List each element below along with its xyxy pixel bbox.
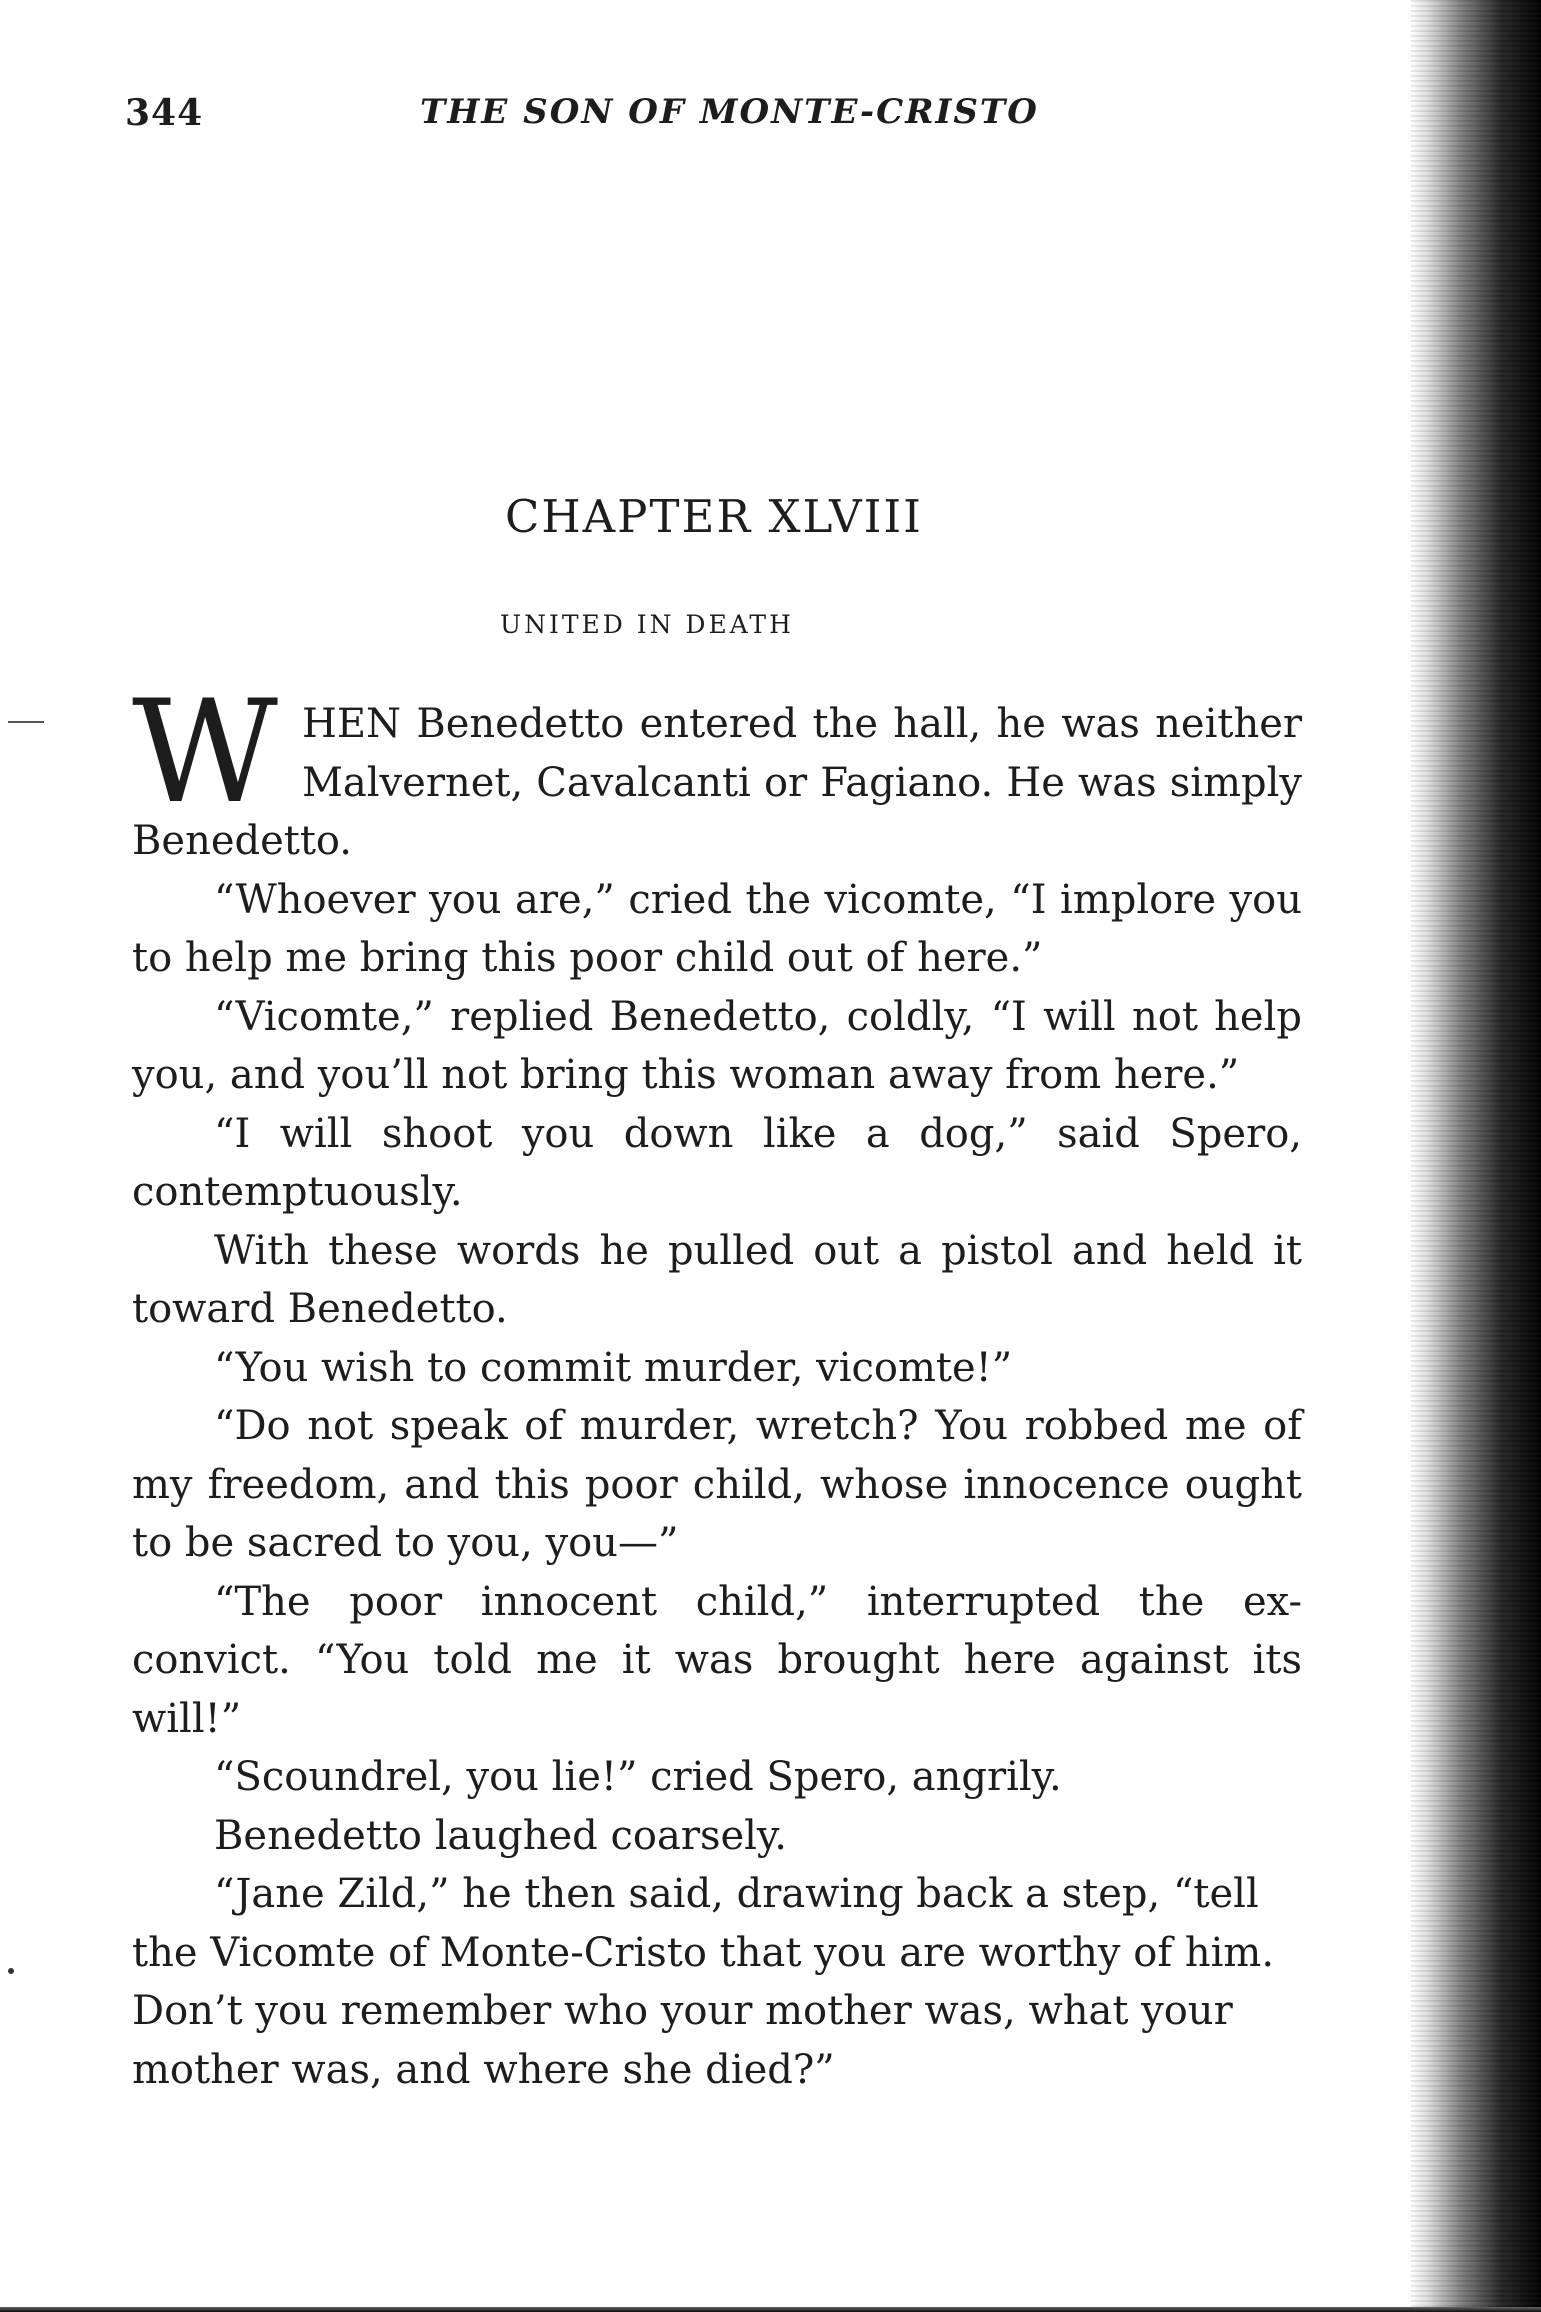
chapter-text xyxy=(132,670,1302,2099)
chapter-subtitle: UNITED IN DEATH xyxy=(500,610,794,639)
paragraph: “I will shoot you down like a dog,” said Spero, contemptuously. xyxy=(132,1110,1302,1215)
running-head: THE SON OF MONTE-CRISTO xyxy=(420,92,1039,132)
margin-dot xyxy=(8,1968,14,1974)
paragraph: “Whoever you are,” cried the vicomte, “I implore you to help me bring this poor child out of here.” xyxy=(132,876,1302,981)
paragraph: Benedetto laughed coarsely. xyxy=(214,1812,787,1859)
chapter-title: CHAPTER XLVIII xyxy=(505,490,923,543)
binding-shadow xyxy=(1411,0,1541,2312)
paragraph: “The poor innocent child,” interrupted the ex-convict. “You told me it was brought here against its will!” xyxy=(132,1578,1302,1742)
paragraph: “Scoundrel, you lie!” cried Spero, angrily. xyxy=(214,1754,1062,1800)
paragraph: With these words he pulled out a pistol and held it toward Benedetto. xyxy=(132,1227,1302,1332)
page-number: 344 xyxy=(125,92,204,134)
paragraph: “You wish to commit murder, vicomte!” xyxy=(214,1344,1013,1391)
bottom-rule xyxy=(0,2307,1541,2312)
paragraph: “Vicomte,” replied Benedetto, coldly, “I will not help you, and you’ll not bring this woman away from here.” xyxy=(132,993,1302,1098)
drop-cap: W xyxy=(132,670,278,835)
paragraph: “Jane Zild,” he then said, drawing back a step, “tell the Vicomte of Monte-Cristo that you are worthy of him. Don’t you remember who your mother was, what your mother was, and where she died?” xyxy=(132,1871,1275,2093)
paragraph: “Do not speak of murder, wretch? You robbed me of my freedom, and this poor child, whose innocence ought to be sacred to you, you—” xyxy=(132,1403,1302,1566)
paragraph-text: HEN Benedetto entered the hall, he was neither Malvernet, Cavalcanti or Fagiano. He was simply Benedetto. xyxy=(132,701,1302,864)
margin-mark xyxy=(8,721,44,723)
paragraph xyxy=(132,670,1302,871)
